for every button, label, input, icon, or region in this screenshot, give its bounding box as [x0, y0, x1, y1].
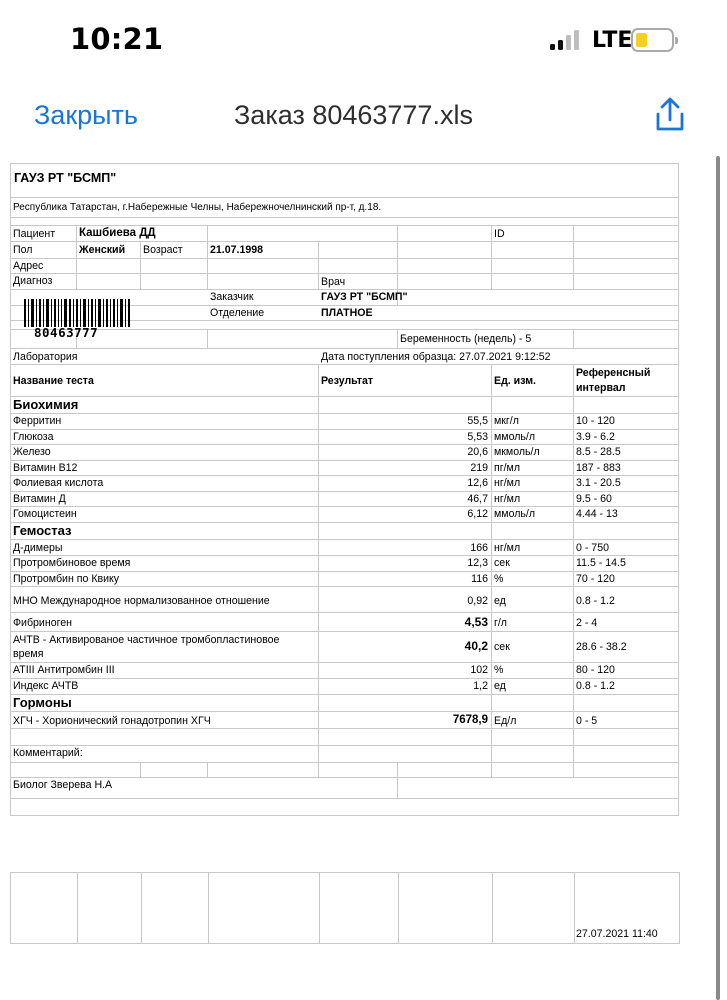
test-reference: 4.44 - 13 — [576, 508, 618, 520]
test-unit: г/л — [494, 617, 507, 629]
share-icon[interactable] — [652, 96, 688, 134]
col-reference-2: интервал — [576, 382, 626, 394]
barcode-bars — [22, 299, 133, 327]
test-reference: 0 - 750 — [576, 542, 609, 554]
test-value: 0,92 — [467, 595, 488, 607]
test-reference: 10 - 120 — [576, 415, 615, 427]
laboratory-label: Лаборатория — [13, 351, 78, 363]
signal-icon — [550, 30, 584, 50]
test-reference: 2 - 4 — [576, 617, 598, 629]
scrollbar[interactable] — [716, 156, 720, 1000]
test-reference: 70 - 120 — [576, 573, 615, 585]
customer-label: Заказчик — [210, 291, 254, 303]
close-button[interactable]: Закрыть — [34, 100, 138, 130]
section-biochemistry: Биохимия — [13, 397, 79, 412]
test-value: 7678,9 — [452, 714, 488, 726]
test-name-continued: время — [13, 648, 44, 660]
test-value: 55,5 — [467, 415, 488, 427]
test-name: Железо — [13, 446, 51, 458]
test-unit: ед — [494, 595, 506, 607]
test-unit: Ед/л — [494, 715, 517, 727]
test-unit: пг/мл — [494, 462, 521, 474]
sample-date: Дата поступления образца: 27.07.2021 9:12:52 — [321, 351, 551, 363]
test-name: Протромбиновое время — [13, 557, 131, 569]
test-unit: % — [494, 573, 504, 585]
test-unit: мкг/л — [494, 415, 519, 427]
section-hormones: Гормоны — [13, 695, 72, 710]
col-test-name: Название теста — [13, 375, 94, 387]
footer-table — [10, 872, 680, 944]
test-reference: 80 - 120 — [576, 664, 615, 676]
barcode — [22, 299, 133, 341]
test-reference: 3.1 - 20.5 — [576, 477, 621, 489]
test-name: Фолиевая кислота — [13, 477, 104, 489]
customer-value: ГАУЗ РТ "БСМП" — [321, 291, 408, 303]
sex-value: Женский — [79, 244, 126, 256]
test-name: Глюкоза — [13, 431, 54, 443]
pregnancy-weeks: Беременность (недель) - 5 — [400, 333, 532, 345]
test-value: 12,6 — [467, 477, 488, 489]
barcode-number: 80463777 — [34, 325, 99, 340]
org-address: Республика Татарстан, г.Набережные Челны, Набережночелнинский пр-т, д.18. — [13, 202, 382, 213]
test-unit: ммоль/л — [494, 508, 536, 520]
test-value: 102 — [470, 664, 488, 676]
test-unit: сек — [494, 641, 510, 653]
test-reference: 0 - 5 — [576, 715, 598, 727]
test-value: 12,3 — [467, 557, 488, 569]
battery-icon — [631, 28, 674, 52]
test-value: 40,2 — [464, 639, 488, 653]
test-name: Витамин Д — [13, 493, 66, 505]
biologist-signature: Биолог Зверева Н.А — [13, 779, 113, 791]
col-reference: Референсный — [576, 367, 651, 379]
department-value: ПЛАТНОЕ — [321, 307, 373, 319]
birth-date: 21.07.1998 — [210, 244, 264, 256]
age-label: Возраст — [143, 244, 183, 256]
test-unit: мкмоль/л — [494, 446, 540, 458]
patient-label: Пациент — [13, 228, 56, 240]
col-result: Результат — [321, 375, 374, 387]
comment-label: Комментарий: — [13, 747, 83, 759]
col-unit: Ед. изм. — [494, 375, 536, 387]
test-reference: 11.5 - 14.5 — [576, 557, 626, 569]
test-reference: 0.8 - 1.2 — [576, 680, 615, 692]
test-name: ХГЧ - Хорионический гонадотропин ХГЧ — [13, 715, 211, 727]
test-value: 6,12 — [467, 508, 488, 520]
test-value: 4,53 — [464, 615, 488, 629]
org-name: ГАУЗ РТ "БСМП" — [14, 171, 117, 185]
test-unit: нг/мл — [494, 542, 521, 554]
test-value: 219 — [470, 462, 488, 474]
test-unit: сек — [494, 557, 510, 569]
test-reference: 3.9 - 6.2 — [576, 431, 615, 443]
test-reference: 0.8 - 1.2 — [576, 595, 615, 607]
test-name: Индекс АЧТВ — [13, 680, 79, 692]
test-value: 1,2 — [473, 680, 488, 692]
test-unit: нг/мл — [494, 493, 521, 505]
test-name: МНО Международное нормализованное отношение — [13, 595, 270, 607]
test-name: Фибриноген — [13, 617, 72, 629]
sex-label: Пол — [13, 244, 33, 256]
test-unit: ммоль/л — [494, 431, 536, 443]
lab-report-sheet — [10, 163, 680, 818]
test-unit: ед — [494, 680, 506, 692]
test-name: АТIII Антитромбин III — [13, 664, 115, 676]
test-unit: % — [494, 664, 504, 676]
test-reference: 8.5 - 28.5 — [576, 446, 621, 458]
test-name: Ферритин — [13, 415, 62, 427]
doctor-label: Врач — [321, 276, 346, 288]
section-hemostasis: Гемостаз — [13, 523, 72, 538]
test-value: 116 — [471, 573, 488, 585]
address-label: Адрес — [13, 260, 44, 272]
department-label: Отделение — [210, 307, 265, 319]
print-date: 27.07.2021 11:40 — [576, 928, 658, 940]
test-value: 5,53 — [467, 431, 488, 443]
test-value: 166 — [470, 542, 488, 554]
patient-name: Кашбиева ДД — [79, 227, 156, 239]
test-name: Протромбин по Квику — [13, 573, 120, 585]
id-label: ID — [494, 228, 505, 240]
status-time: 10:21 — [70, 22, 164, 56]
test-reference: 9.5 - 60 — [576, 493, 612, 505]
test-name: Гомоцистеин — [13, 508, 77, 520]
test-unit: нг/мл — [494, 477, 521, 489]
test-name: Д-димеры — [13, 542, 63, 554]
test-name: Витамин В12 — [13, 462, 78, 474]
test-value: 20,6 — [467, 446, 488, 458]
network-type: LTE — [592, 28, 633, 53]
diagnosis-label: Диагноз — [13, 275, 53, 287]
test-reference: 187 - 883 — [576, 462, 621, 474]
test-value: 46,7 — [467, 493, 488, 505]
file-title: Заказ 80463777.xls — [234, 100, 473, 130]
test-reference: 28.6 - 38.2 — [576, 641, 627, 653]
test-name: АЧТВ - Активированое частичное тромбопластиновое — [13, 634, 280, 646]
